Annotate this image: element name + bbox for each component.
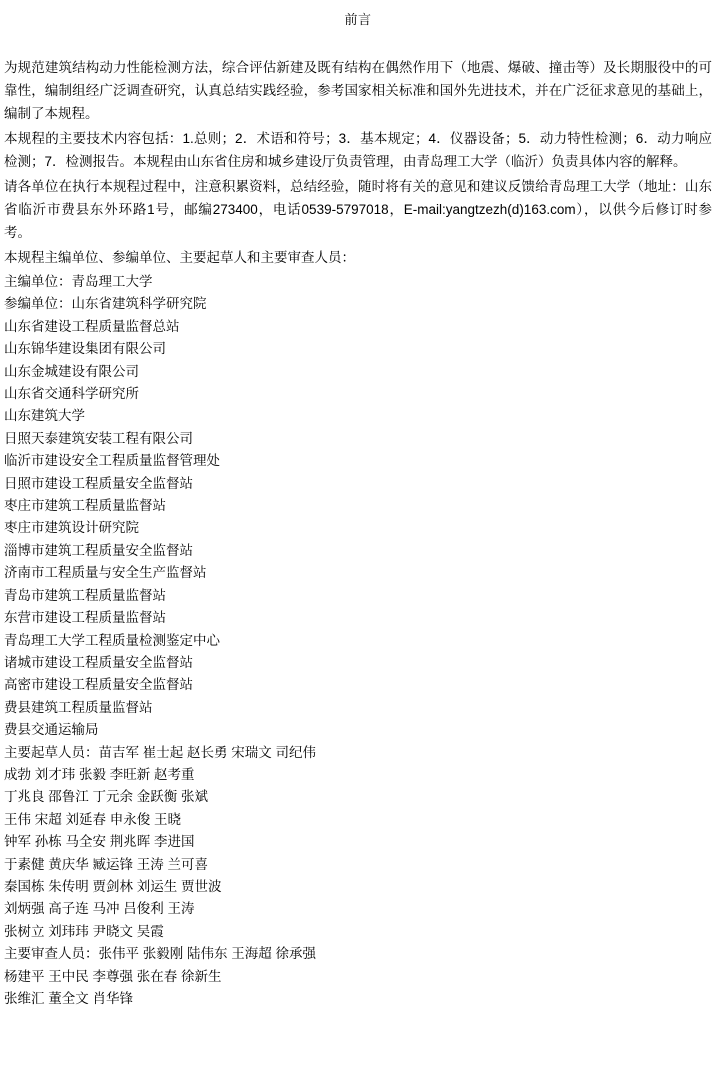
list-item: 日照天泰建筑安装工程有限公司 bbox=[4, 430, 193, 446]
list-item: 枣庄市建筑工程质量监督站 bbox=[4, 498, 166, 514]
list-item: 刘炳强 高子连 马冲 吕俊利 王涛 bbox=[4, 901, 195, 917]
list-item: 主编单位：青岛理工大学 bbox=[4, 274, 153, 289]
list-item: 王伟 宋超 刘延春 申永俊 王晓 bbox=[4, 811, 182, 827]
paragraph: 本规程的主要技术内容包括：1.总则；2．术语和符号；3．基本规定；4．仪器设备；5．动力特性检测；6．动力响应检测；7．检测报告。本规程由山东省住房和城乡建设厅负责管理，由青岛理工大学（临沂）负责具体内容的解释。 bbox=[4, 131, 712, 169]
list-item: 张树立 刘玮玮 尹晓文 吴霞 bbox=[4, 923, 164, 939]
list-item: 高密市建设工程质量安全监督站 bbox=[4, 677, 193, 693]
list-item: 钟军 孙栋 马全安 荆兆晖 李进国 bbox=[4, 834, 195, 850]
list-item: 费县建筑工程质量监督站 bbox=[4, 699, 153, 715]
paragraph: 为规范建筑结构动力性能检测方法，综合评估新建及既有结构在偶然作用下（地震、爆破、撞击等）及长期服役中的可靠性，编制组经广泛调查研究，认真总结实践经验，参考国家相关标准和国外先进技术，并在广泛征求意见的基础上，编制了本规程。 bbox=[4, 60, 712, 121]
paragraph: 请各单位在执行本规程过程中，注意积累资料，总结经验，随时将有关的意见和建议反馈给青岛理工大学（地址：山东省临沂市费县东外环路1号，邮编273400，电话0539-5797018，E-mail:yangtzezh(d)163.com），以供今后修订时参考。 bbox=[4, 179, 712, 240]
list-item: 于素健 黄庆华 臧运锋 王涛 兰可喜 bbox=[4, 856, 209, 872]
reviewers-list bbox=[4, 943, 712, 1010]
participating-units-list bbox=[4, 271, 712, 742]
list-item: 参编单位：山东省建筑科学研究院 bbox=[4, 296, 207, 312]
list-item: 济南市工程质量与安全生产监督站 bbox=[4, 565, 207, 581]
page-title: 前言 bbox=[344, 12, 372, 27]
list-item: 山东锦华建设集团有限公司 bbox=[4, 341, 166, 357]
list-item: 山东建筑大学 bbox=[4, 408, 85, 424]
list-item: 日照市建设工程质量安全监督站 bbox=[4, 475, 193, 491]
list-item: 山东金城建设有限公司 bbox=[4, 363, 139, 379]
list-item: 青岛理工大学工程质量检测鉴定中心 bbox=[4, 632, 220, 648]
list-item: 枣庄市建筑设计研究院 bbox=[4, 520, 139, 536]
list-item: 山东省交通科学研究所 bbox=[4, 386, 139, 402]
list-item: 成勃 刘才玮 张毅 李旺新 赵考重 bbox=[4, 766, 195, 782]
list-item: 费县交通运输局 bbox=[4, 722, 99, 738]
list-item: 山东省建设工程质量监督总站 bbox=[4, 318, 180, 334]
drafters-list bbox=[4, 742, 712, 944]
list-item: 张维汇 董全文 肖华锋 bbox=[4, 991, 134, 1006]
list-item: 青岛市建筑工程质量监督站 bbox=[4, 587, 166, 603]
list-item: 主要起草人员：苗吉军 崔士起 赵长勇 宋瑞文 司纪伟 bbox=[4, 744, 317, 760]
paragraph: 本规程主编单位、参编单位、主要起草人和主要审查人员： bbox=[4, 250, 355, 265]
intro-paragraphs bbox=[4, 56, 712, 269]
list-item: 秦国栋 朱传明 贾剑林 刘运生 贾世波 bbox=[4, 878, 222, 894]
list-item: 淄博市建筑工程质量安全监督站 bbox=[4, 542, 193, 558]
list-item: 丁兆良 邵鲁江 丁元余 金跃衡 张斌 bbox=[4, 789, 209, 805]
list-item: 杨建平 王中民 李尊强 张在春 徐新生 bbox=[4, 968, 222, 984]
list-item: 东营市建设工程质量监督站 bbox=[4, 610, 166, 626]
list-item: 临沂市建设安全工程质量监督管理处 bbox=[4, 453, 220, 469]
list-item: 诸城市建设工程质量安全监督站 bbox=[4, 654, 193, 670]
list-item: 主要审查人员：张伟平 张毅刚 陆伟东 王海超 徐承强 bbox=[4, 946, 317, 962]
